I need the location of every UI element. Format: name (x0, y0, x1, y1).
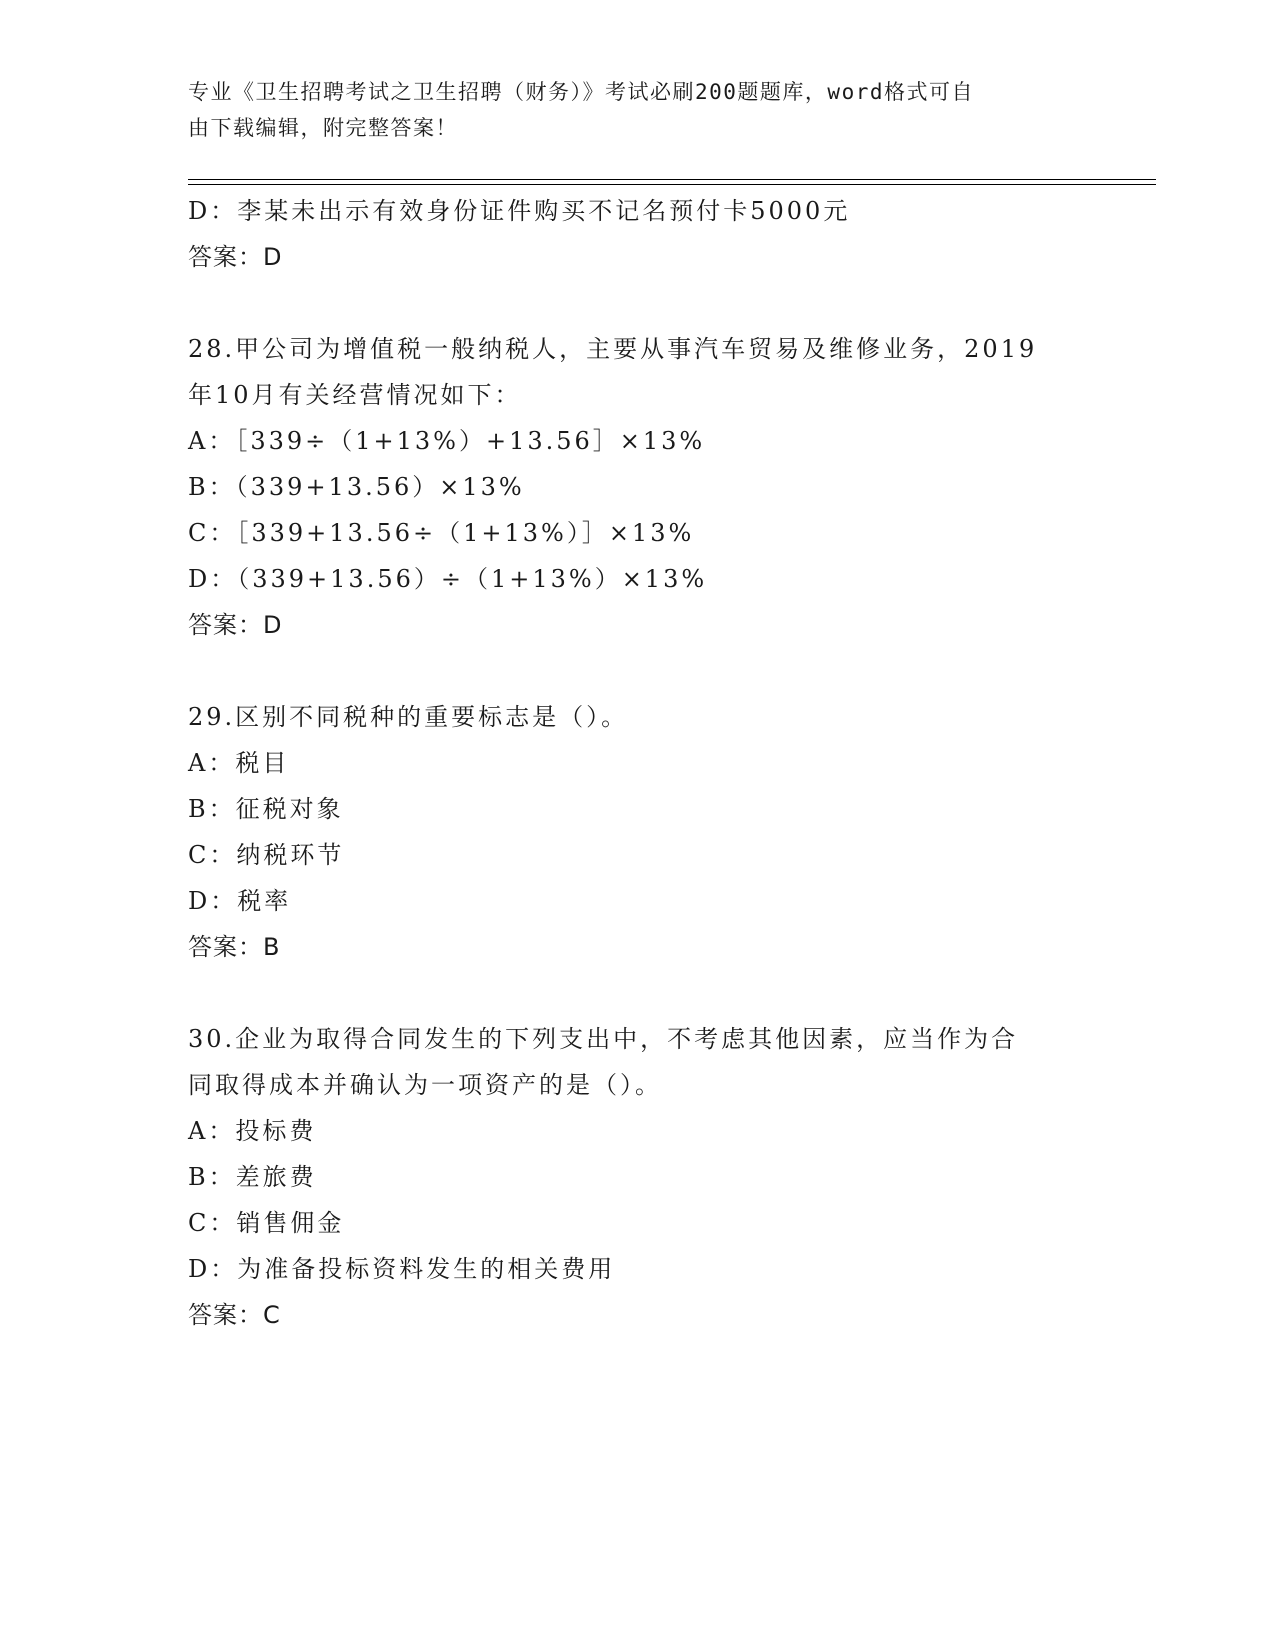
question-block (188, 1016, 1088, 1338)
question-block (188, 188, 1088, 326)
header-line-1: 专业《卫生招聘考试之卫生招聘（财务）》考试必刷200题题库，word格式可自 (188, 80, 974, 104)
question-line: B：（339+13.56）×13% (188, 473, 525, 501)
question-line: A：投标费 (188, 1117, 317, 1145)
question-line: 30.企业为取得合同发生的下列支出中，不考虑其他因素，应当作为合 (188, 1025, 1019, 1053)
block-spacer (188, 648, 1088, 694)
header-divider-bottom (188, 184, 1156, 185)
question-line: C：［339+13.56÷（1+13%）］×13% (188, 519, 695, 547)
header-line-2: 由下载编辑，附完整答案！ (188, 116, 458, 140)
question-list (188, 188, 1088, 1338)
question-line: 29.区别不同税种的重要标志是（）。 (188, 703, 629, 731)
question-line: 年10月有关经营情况如下： (188, 381, 522, 409)
question-line: A：税目 (188, 749, 290, 777)
question-block (188, 326, 1088, 694)
question-line: B：征税对象 (188, 795, 344, 823)
question-line: A：［339÷（1+13%）+13.56］×13% (188, 427, 706, 455)
answer-line: 答案：D (188, 243, 283, 271)
answer-line: 答案：D (188, 611, 283, 639)
question-line: C：纳税环节 (188, 841, 345, 869)
question-line: B：差旅费 (188, 1163, 317, 1191)
block-spacer (188, 970, 1088, 1016)
question-line: C：销售佣金 (188, 1209, 345, 1237)
question-line: 同取得成本并确认为一项资产的是（）。 (188, 1071, 662, 1099)
question-line: 28.甲公司为增值税一般纳税人，主要从事汽车贸易及维修业务，2019 (188, 335, 1038, 363)
block-spacer (188, 280, 1088, 326)
document-header (188, 74, 1068, 146)
question-line: D：（339+13.56）÷（1+13%）×13% (188, 565, 708, 593)
answer-line: 答案：B (188, 933, 281, 961)
question-line: D：为准备投标资料发生的相关费用 (188, 1255, 616, 1283)
answer-line: 答案：C (188, 1301, 281, 1329)
question-block (188, 694, 1088, 1016)
question-line: D：税率 (188, 887, 292, 915)
question-line: D：李某未出示有效身份证件购买不记名预付卡5000元 (188, 197, 851, 225)
header-divider-top (188, 179, 1156, 180)
